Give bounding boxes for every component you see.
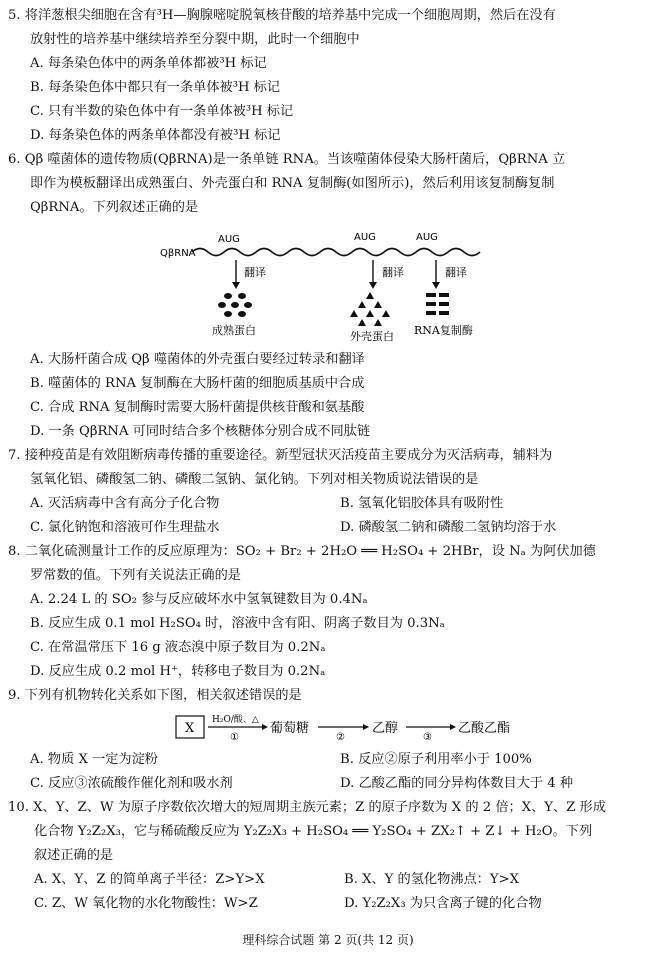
- flow-step-3: ③: [423, 732, 432, 743]
- q10-option-d[interactable]: D. Y₂Z₂X₃ 为只含离子键的化合物: [344, 896, 542, 911]
- q7-option-a[interactable]: A. 灭活病毒中含有高分子化合物: [30, 496, 220, 511]
- flow-arrowhead-3: [450, 724, 456, 730]
- q10-option-a[interactable]: A. X、Y、Z 的简单离子半径：Z>Y>X: [34, 872, 265, 887]
- q8-option-c[interactable]: C. 在常温常压下 16 g 液态溴中原子数目为 0.2Nₐ: [30, 640, 326, 655]
- q10-stem-line3: 叙述正确的是: [34, 848, 114, 863]
- q10-option-b[interactable]: B. X、Y 的氢化物沸点：Y>X: [344, 872, 520, 887]
- q8-option-d[interactable]: D. 反应生成 0.2 mol H⁺，转移电子数目为 0.2Nₐ: [30, 664, 326, 679]
- page-footer: 理科综合试题 第 2 页(共 12 页): [242, 933, 414, 947]
- q7-option-d[interactable]: D. 磷酸氢二钠和磷酸二氢钠均溶于水: [340, 520, 557, 535]
- q6-option-d[interactable]: D. 一条 QβRNA 可同时结合多个核糖体分别合成不同肽链: [30, 424, 371, 439]
- q9-option-d[interactable]: D. 乙酸乙酯的同分异构体数目大于 4 种: [340, 776, 574, 791]
- q5-option-b[interactable]: B. 每条染色体中都只有一条单体被³H 标记: [30, 80, 281, 95]
- q8-option-b[interactable]: B. 反应生成 0.1 mol H₂SO₄ 时，溶液中含有阳、阴离子数目为 0.3Nₐ: [30, 616, 445, 631]
- codon-label-1: AUG: [218, 234, 240, 245]
- arrow-label-1: 翻译: [244, 266, 266, 279]
- conversion-figure: [158, 710, 518, 746]
- q10-stem-line1: 10. X、Y、Z、W 为原子序数依次增大的短周期主族元素；Z 的原子序数为 X 的 2 倍；X、Y、Z 形成: [8, 800, 606, 815]
- q5-option-a[interactable]: A. 每条染色体中的两条单体都被³H 标记: [30, 56, 267, 71]
- q9-stem: 9. 下列有机物转化关系如下图，相关叙述错误的是: [8, 688, 302, 703]
- coat-protein-triangles: [350, 292, 390, 326]
- flow-condition-1: H₂O/酸、△: [212, 715, 259, 725]
- flow-step-1: ①: [230, 732, 239, 743]
- question-6: [8, 148, 648, 444]
- arrow-label-3: 翻译: [445, 266, 467, 279]
- flow-ethyl-acetate: 乙酸乙酯: [458, 721, 511, 736]
- q9-option-b[interactable]: B. 反应②原子利用率小于 100%: [340, 752, 532, 767]
- rna-strand: [192, 249, 480, 256]
- flow-glucose: 葡萄糖: [270, 721, 310, 736]
- flow-arrowhead-2: [363, 724, 369, 730]
- q6-translation-diagram: [8, 220, 648, 348]
- q7-option-c[interactable]: C. 氯化钠饱和溶液可作生理盐水: [30, 520, 220, 535]
- q8-option-a[interactable]: A. 2.24 L 的 SO₂ 参与反应破坏水中氢氧键数目为 0.4Nₐ: [30, 592, 368, 607]
- q5-option-c[interactable]: C. 只有半数的染色体中有一条单体被³H 标记: [30, 104, 294, 119]
- arrowhead-1: [232, 282, 240, 289]
- question-7: [8, 444, 648, 540]
- q5-stem-line1: 5. 将洋葱根尖细胞在含有³H—胸腺嘧啶脱氧核苷酸的培养基中完成一个细胞周期，然后在没有: [8, 8, 556, 23]
- q6-option-b[interactable]: B. 噬菌体的 RNA 复制酶在大肠杆菌的细胞质基质中合成: [30, 376, 365, 391]
- q5-stem-line2: 放射性的培养基中继续培养至分裂中期，此时一个细胞中: [30, 32, 360, 47]
- q6-stem-line3: QβRNA。下列叙述正确的是: [30, 200, 199, 215]
- q9-option-c[interactable]: C. 反应③浓硫酸作催化剂和吸水剂: [30, 776, 233, 791]
- flow-x: X: [185, 721, 195, 736]
- arrowhead-2: [369, 282, 377, 289]
- replicase-bars: [426, 293, 449, 315]
- q7-stem-line2: 氢氧化铝、磷酸氢二钠、磷酸二氢钠、氯化钠。下列对相关物质说法错误的是: [30, 472, 479, 487]
- rna-label: QβRNA: [160, 248, 196, 259]
- q6-stem-line1: 6. Qβ 噬菌体的遗传物质(QβRNA)是一条单链 RNA。当该噬菌体侵染大肠杆菌后，QβRNA 立: [8, 152, 566, 167]
- codon-label-2: AUG: [354, 232, 376, 243]
- q9-conversion-flow: [8, 708, 648, 748]
- q7-option-b[interactable]: B. 氢氧化铝胶体具有吸附性: [340, 496, 504, 511]
- flow-step-2: ②: [336, 732, 345, 743]
- mature-protein-dots: [218, 293, 252, 317]
- q8-stem-line2: 罗常数的值。下列有关说法正确的是: [30, 568, 241, 583]
- question-5: [8, 4, 648, 148]
- arrowhead-3: [432, 282, 440, 289]
- question-8: [8, 540, 648, 684]
- codon-label-3: AUG: [416, 232, 438, 243]
- q8-stem-line1: 8. 二氧化硫测量计工作的反应原理为：SO₂ + Br₂ + 2H₂O ══ H₂SO₄ + 2HBr，设 Nₐ 为阿伏加德: [8, 544, 596, 559]
- q10-stem-line2: 化合物 Y₂Z₂X₃，它与稀硫酸反应为 Y₂Z₂X₃ + H₂SO₄ ══ Y₂SO₄ + ZX₂↑ + Z↓ + H₂O。下列: [34, 824, 593, 839]
- q5-option-d[interactable]: D. 每条染色体的两条单体都没有被³H 标记: [30, 128, 281, 143]
- product-coat-protein: 外壳蛋白: [350, 330, 394, 343]
- q6-option-a[interactable]: A. 大肠杆菌合成 Qβ 噬菌体的外壳蛋白要经过转录和翻译: [30, 352, 365, 367]
- product-rna-replicase: RNA复制酶: [414, 324, 473, 337]
- q10-option-c[interactable]: C. Z、W 氧化物的水化物酸性：W>Z: [34, 896, 258, 911]
- flow-arrowhead-1: [262, 724, 268, 730]
- flow-ethanol: 乙醇: [372, 721, 399, 736]
- translation-figure: [158, 220, 518, 346]
- q7-stem-line1: 7. 接种疫苗是有效阻断病毒传播的重要途径。新型冠状灭活疫苗主要成分为灭活病毒，辅料为: [8, 448, 553, 463]
- question-9: [8, 684, 648, 796]
- question-10: [8, 796, 648, 916]
- arrow-label-2: 翻译: [382, 266, 404, 279]
- exam-page: [8, 4, 648, 916]
- q6-option-c[interactable]: C. 合成 RNA 复制酶时需要大肠杆菌提供核苷酸和氨基酸: [30, 400, 365, 415]
- q9-option-a[interactable]: A. 物质 X 一定为淀粉: [30, 752, 158, 767]
- q6-stem-line2: 即作为模板翻译出成熟蛋白、外壳蛋白和 RNA 复制酶(如图所示)，然后利用该复制酶复制: [30, 176, 555, 191]
- product-mature-protein: 成熟蛋白: [212, 324, 256, 337]
